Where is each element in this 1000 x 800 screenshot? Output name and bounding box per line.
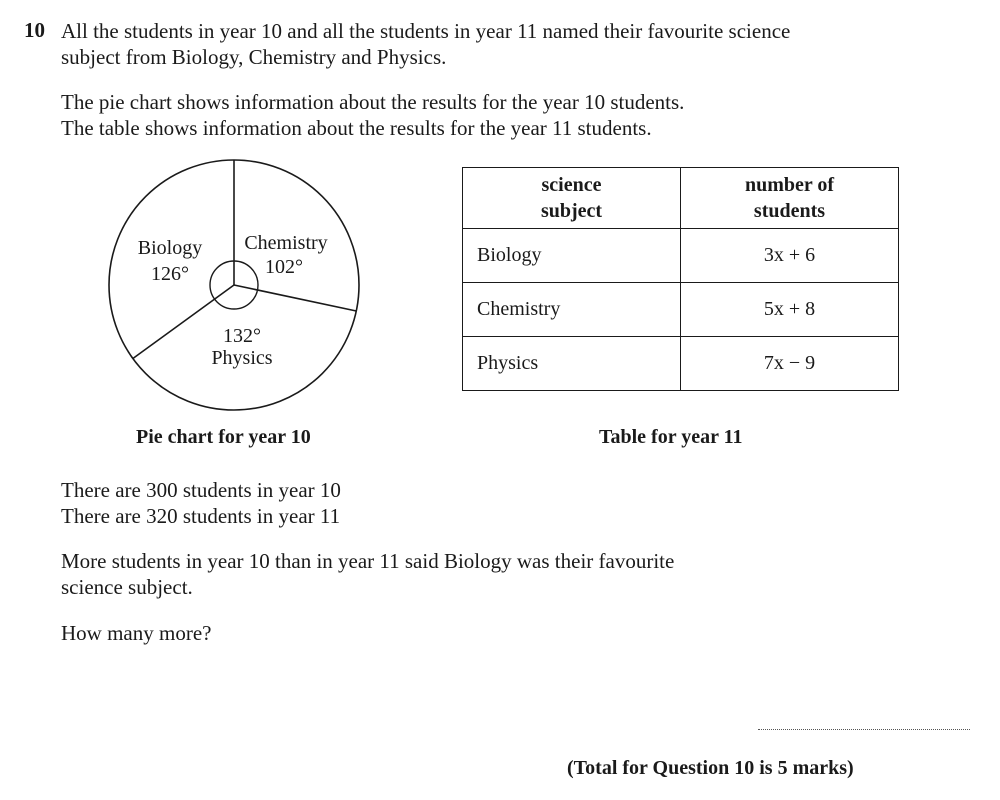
info-line-1: The pie chart shows information about the results for the year 10 students. (61, 90, 685, 114)
cell-expression: 7x − 9 (681, 337, 899, 391)
header-number-of-students: number of students (681, 168, 899, 229)
intro-line-2: subject from Biology, Chemistry and Physics. (61, 45, 447, 69)
info-line-2: The table shows information about the results for the year 11 students. (61, 116, 652, 140)
total-marks: (Total for Question 10 is 5 marks) (567, 757, 854, 779)
header-science-subject: science subject (463, 168, 681, 229)
table-row (463, 283, 899, 337)
statement-line-1: More students in year 10 than in year 11 said Biology was their favourite (61, 549, 675, 573)
question-number: 10 (24, 18, 45, 42)
answer-line[interactable] (758, 729, 970, 730)
pie-boundary-physics (234, 285, 356, 311)
cell-subject: Chemistry (463, 283, 681, 337)
cell-expression: 3x + 6 (681, 229, 899, 283)
pie-label-biology: Biology (137, 237, 203, 259)
intro-line-1: All the students in year 10 and all the students in year 11 named their favourite science (61, 19, 791, 43)
cell-subject: Biology (463, 229, 681, 283)
table-row (463, 337, 899, 391)
fact-line-1: There are 300 students in year 10 (61, 478, 341, 502)
fact-line-2: There are 320 students in year 11 (61, 504, 341, 528)
table-caption: Table for year 11 (599, 426, 743, 448)
pie-chart-caption: Pie chart for year 10 (136, 426, 311, 448)
cell-expression: 5x + 8 (681, 283, 899, 337)
question-prompt: How many more? (61, 621, 212, 645)
pie-angle-physics: 132° (223, 325, 261, 347)
pie-label-chemistry: Chemistry (244, 232, 328, 254)
year-11-table (462, 167, 899, 391)
pie-angle-chemistry: 102° (265, 256, 303, 278)
pie-angle-biology: 126° (151, 263, 189, 285)
cell-subject: Physics (463, 337, 681, 391)
pie-chart (100, 152, 370, 422)
table-row (463, 229, 899, 283)
statement-line-2: science subject. (61, 575, 193, 599)
pie-label-physics: Physics (211, 347, 273, 369)
